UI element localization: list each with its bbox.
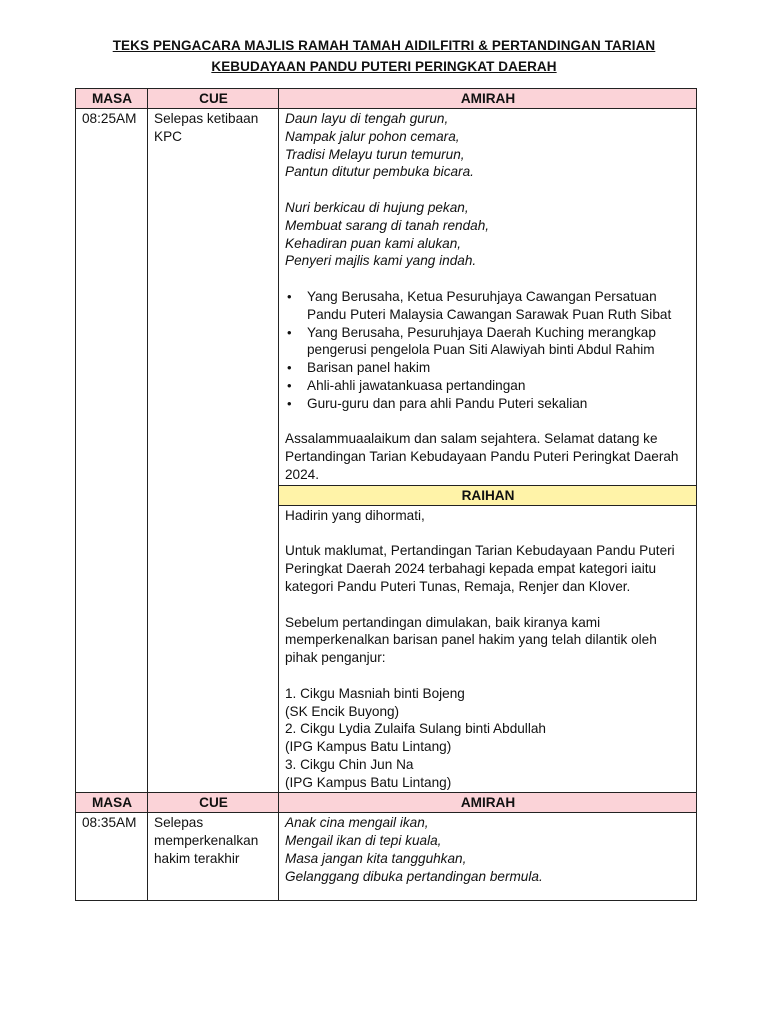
guest-list: [285, 288, 691, 413]
judge-list: [285, 685, 691, 792]
greeting-paragraph: Assalammuaalaikum dan salam sejahtera. Selamat datang ke Pertandingan Tarian Kebudayaan Pandu Puteri Peringkat Daerah 2024.: [285, 431, 679, 482]
cue-cell: Selepas memperkenalkan hakim terakhir: [148, 813, 279, 901]
pantun-verse: Nuri berkicau di hujung pekan, Membuat sarang di tanah rendah, Kehadiran puan kami alukan, Penyeri majlis kami yang indah.: [285, 199, 490, 269]
paragraph: Sebelum pertandingan dimulakan, baik kiranya kami memperkenalkan barisan panel hakim yang telah dilantik oleh pihak penganjur:: [285, 614, 657, 666]
list-item: • Ahli-ahli jawatankuasa pertandingan: [307, 377, 691, 395]
table-header-row: [76, 793, 697, 813]
list-item: • Barisan panel hakim: [307, 359, 691, 377]
pantun-verse: Daun layu di tengah gurun, Nampak jalur pohon cemara, Tradisi Melayu turun temurun, Pantun ditutur pembuka bicara.: [285, 111, 474, 180]
list-item: 3. Cikgu Chin Jun Na: [285, 756, 414, 772]
script-table: [75, 88, 697, 901]
speech-cell: [279, 505, 697, 793]
header-cue: CUE: [148, 89, 279, 109]
list-item: 2. Cikgu Lydia Zulaifa Sulang binti Abdullah: [285, 721, 546, 737]
paragraph: Untuk maklumat, Pertandingan Tarian Kebudayaan Pandu Puteri Peringkat Daerah 2024 terbahagi kepada empat kategori iaitu kategori Pandu Puteri Tunas, Remaja, Renjer dan Klover.: [285, 543, 675, 594]
pantun-verse: Anak cina mengail ikan, Mengail ikan di tepi kuala, Masa jangan kita tangguhkan, Gelanggang dibuka pertandingan bermula.: [285, 815, 543, 884]
table-row: [76, 813, 697, 901]
speech-cell: [279, 813, 697, 901]
list-item: • Yang Berusaha, Ketua Pesuruhjaya Cawangan Persatuan Pandu Puteri Malaysia Cawangan Sarawak Puan Ruth Sibat: [307, 288, 691, 324]
header-speaker: AMIRAH: [279, 89, 697, 109]
header-cue: CUE: [148, 793, 279, 813]
paragraph: Hadirin yang dihormati,: [285, 507, 425, 523]
header-masa: MASA: [76, 89, 148, 109]
list-item: • Yang Berusaha, Pesuruhjaya Daerah Kuching merangkap pengerusi pengelola Puan Siti Alawiyah binti Abdul Rahim: [307, 324, 691, 360]
table-row: [76, 109, 697, 486]
time-cell: 08:35AM: [76, 813, 148, 901]
time-cell: 08:25AM: [76, 109, 148, 793]
table-header-row: [76, 89, 697, 109]
list-item: 1. Cikgu Masniah binti Bojeng: [285, 685, 465, 701]
cue-cell: Selepas ketibaan KPC: [148, 109, 279, 793]
header-speaker: AMIRAH: [279, 793, 697, 813]
header-speaker-raihan: RAIHAN: [279, 485, 697, 505]
header-masa: MASA: [76, 793, 148, 813]
list-item: • Guru-guru dan para ahli Pandu Puteri sekalian: [307, 395, 691, 413]
list-item: (IPG Kampus Batu Lintang): [285, 739, 452, 755]
document-title-line-2: KEBUDAYAAN PANDU PUTERI PERINGKAT DAERAH: [211, 59, 557, 74]
document-title-line-1: TEKS PENGACARA MAJLIS RAMAH TAMAH AIDILFITRI & PERTANDINGAN TARIAN: [112, 38, 656, 53]
list-item: (SK Encik Buyong): [285, 703, 400, 719]
speech-cell: [279, 109, 697, 486]
list-item: (IPG Kampus Batu Lintang): [285, 774, 452, 790]
